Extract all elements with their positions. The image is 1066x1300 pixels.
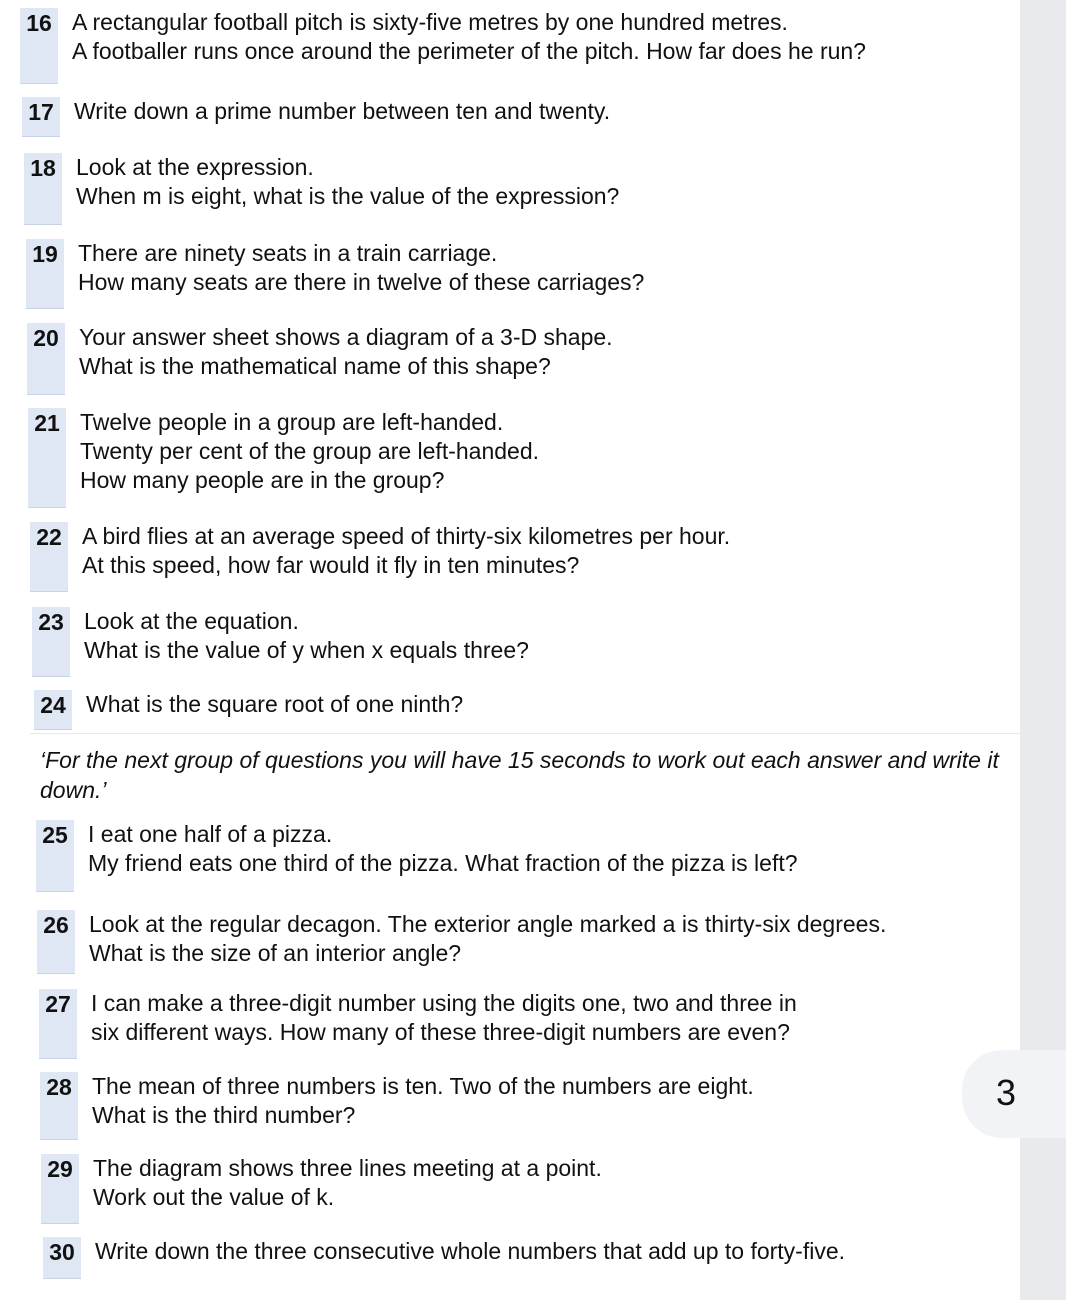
question-number: 21 bbox=[28, 408, 66, 508]
question-text bbox=[72, 690, 463, 719]
question-number: 27 bbox=[39, 989, 77, 1059]
question-line: What is the square root of one ninth? bbox=[86, 691, 464, 717]
question-line: Your answer sheet shows a diagram of a 3-D shape. bbox=[79, 324, 613, 350]
question-text bbox=[64, 239, 644, 297]
question-line: I eat one half of a pizza. bbox=[88, 821, 333, 847]
question-text bbox=[62, 153, 619, 211]
question-line: What is the value of y when x equals three? bbox=[84, 637, 529, 663]
question-line: My friend eats one third of the pizza. What fraction of the pizza is left? bbox=[88, 850, 798, 876]
question-line: A rectangular football pitch is sixty-five metres by one hundred metres. bbox=[72, 9, 788, 35]
question-line: The diagram shows three lines meeting at a point. bbox=[93, 1155, 602, 1181]
question-line: Look at the expression. bbox=[76, 154, 314, 180]
page-number: 3 bbox=[996, 1072, 1017, 1113]
question-number: 24 bbox=[34, 690, 72, 730]
question-text bbox=[58, 8, 866, 66]
question-line: A bird flies at an average speed of thirty-six kilometres per hour. bbox=[82, 523, 731, 549]
question-line: What is the third number? bbox=[92, 1102, 356, 1128]
question-number: 25 bbox=[36, 820, 74, 892]
question-text bbox=[78, 1072, 754, 1130]
question-28 bbox=[40, 1072, 754, 1140]
question-line: Write down the three consecutive whole numbers that add up to forty-five. bbox=[95, 1238, 846, 1264]
question-number: 23 bbox=[32, 607, 70, 677]
question-text bbox=[81, 1237, 845, 1266]
question-21 bbox=[28, 408, 539, 508]
question-text bbox=[77, 989, 797, 1047]
question-number: 22 bbox=[30, 522, 68, 592]
question-27 bbox=[39, 989, 797, 1059]
question-20 bbox=[27, 323, 613, 395]
question-line: How many people are in the group? bbox=[80, 467, 445, 493]
question-line: A footballer runs once around the perimeter of the pitch. How far does he run? bbox=[72, 38, 866, 64]
question-line: What is the size of an interior angle? bbox=[89, 940, 462, 966]
question-29 bbox=[41, 1154, 602, 1224]
question-line: There are ninety seats in a train carriage. bbox=[78, 240, 498, 266]
question-line: At this speed, how far would it fly in ten minutes? bbox=[82, 552, 580, 578]
question-number: 30 bbox=[43, 1237, 81, 1279]
question-line: six different ways. How many of these three-digit numbers are even? bbox=[91, 1019, 790, 1045]
question-text bbox=[68, 522, 730, 580]
question-number: 18 bbox=[24, 153, 62, 225]
question-22 bbox=[30, 522, 730, 592]
question-line: I can make a three-digit number using the digits one, two and three in bbox=[91, 990, 797, 1016]
question-number: 20 bbox=[27, 323, 65, 395]
instruction-text: ‘For the next group of questions you will have 15 seconds to work out each answer and write it down.’ bbox=[40, 747, 999, 803]
question-line: Write down a prime number between ten and twenty. bbox=[74, 98, 611, 124]
question-line: How many seats are there in twelve of these carriages? bbox=[78, 269, 645, 295]
question-line: Work out the value of k. bbox=[93, 1184, 335, 1210]
question-line: Twelve people in a group are left-handed. bbox=[80, 409, 504, 435]
question-text bbox=[65, 323, 613, 381]
question-number: 29 bbox=[41, 1154, 79, 1224]
question-number: 26 bbox=[37, 910, 75, 974]
question-number: 16 bbox=[20, 8, 58, 84]
question-16 bbox=[20, 8, 866, 84]
question-30 bbox=[43, 1237, 845, 1279]
question-text bbox=[79, 1154, 602, 1212]
question-number: 17 bbox=[22, 97, 60, 137]
question-17 bbox=[22, 97, 610, 137]
question-line: Look at the equation. bbox=[84, 608, 299, 634]
question-text bbox=[66, 408, 539, 495]
question-text bbox=[70, 607, 529, 665]
question-line: Twenty per cent of the group are left-handed. bbox=[80, 438, 540, 464]
question-23 bbox=[32, 607, 529, 677]
question-line: When m is eight, what is the value of the expression? bbox=[76, 183, 620, 209]
question-18 bbox=[24, 153, 619, 225]
question-line: Look at the regular decagon. The exterior angle marked a is thirty-six degrees. bbox=[89, 911, 887, 937]
question-line: The mean of three numbers is ten. Two of the numbers are eight. bbox=[92, 1073, 754, 1099]
section-divider bbox=[30, 733, 1020, 734]
question-line: What is the mathematical name of this shape? bbox=[79, 353, 551, 379]
question-number: 28 bbox=[40, 1072, 78, 1140]
question-number: 19 bbox=[26, 239, 64, 309]
question-text bbox=[75, 910, 886, 968]
question-24 bbox=[34, 690, 463, 730]
question-text bbox=[74, 820, 798, 878]
question-25 bbox=[36, 820, 798, 892]
question-19 bbox=[26, 239, 644, 309]
question-26 bbox=[37, 910, 886, 974]
question-text bbox=[60, 97, 610, 126]
